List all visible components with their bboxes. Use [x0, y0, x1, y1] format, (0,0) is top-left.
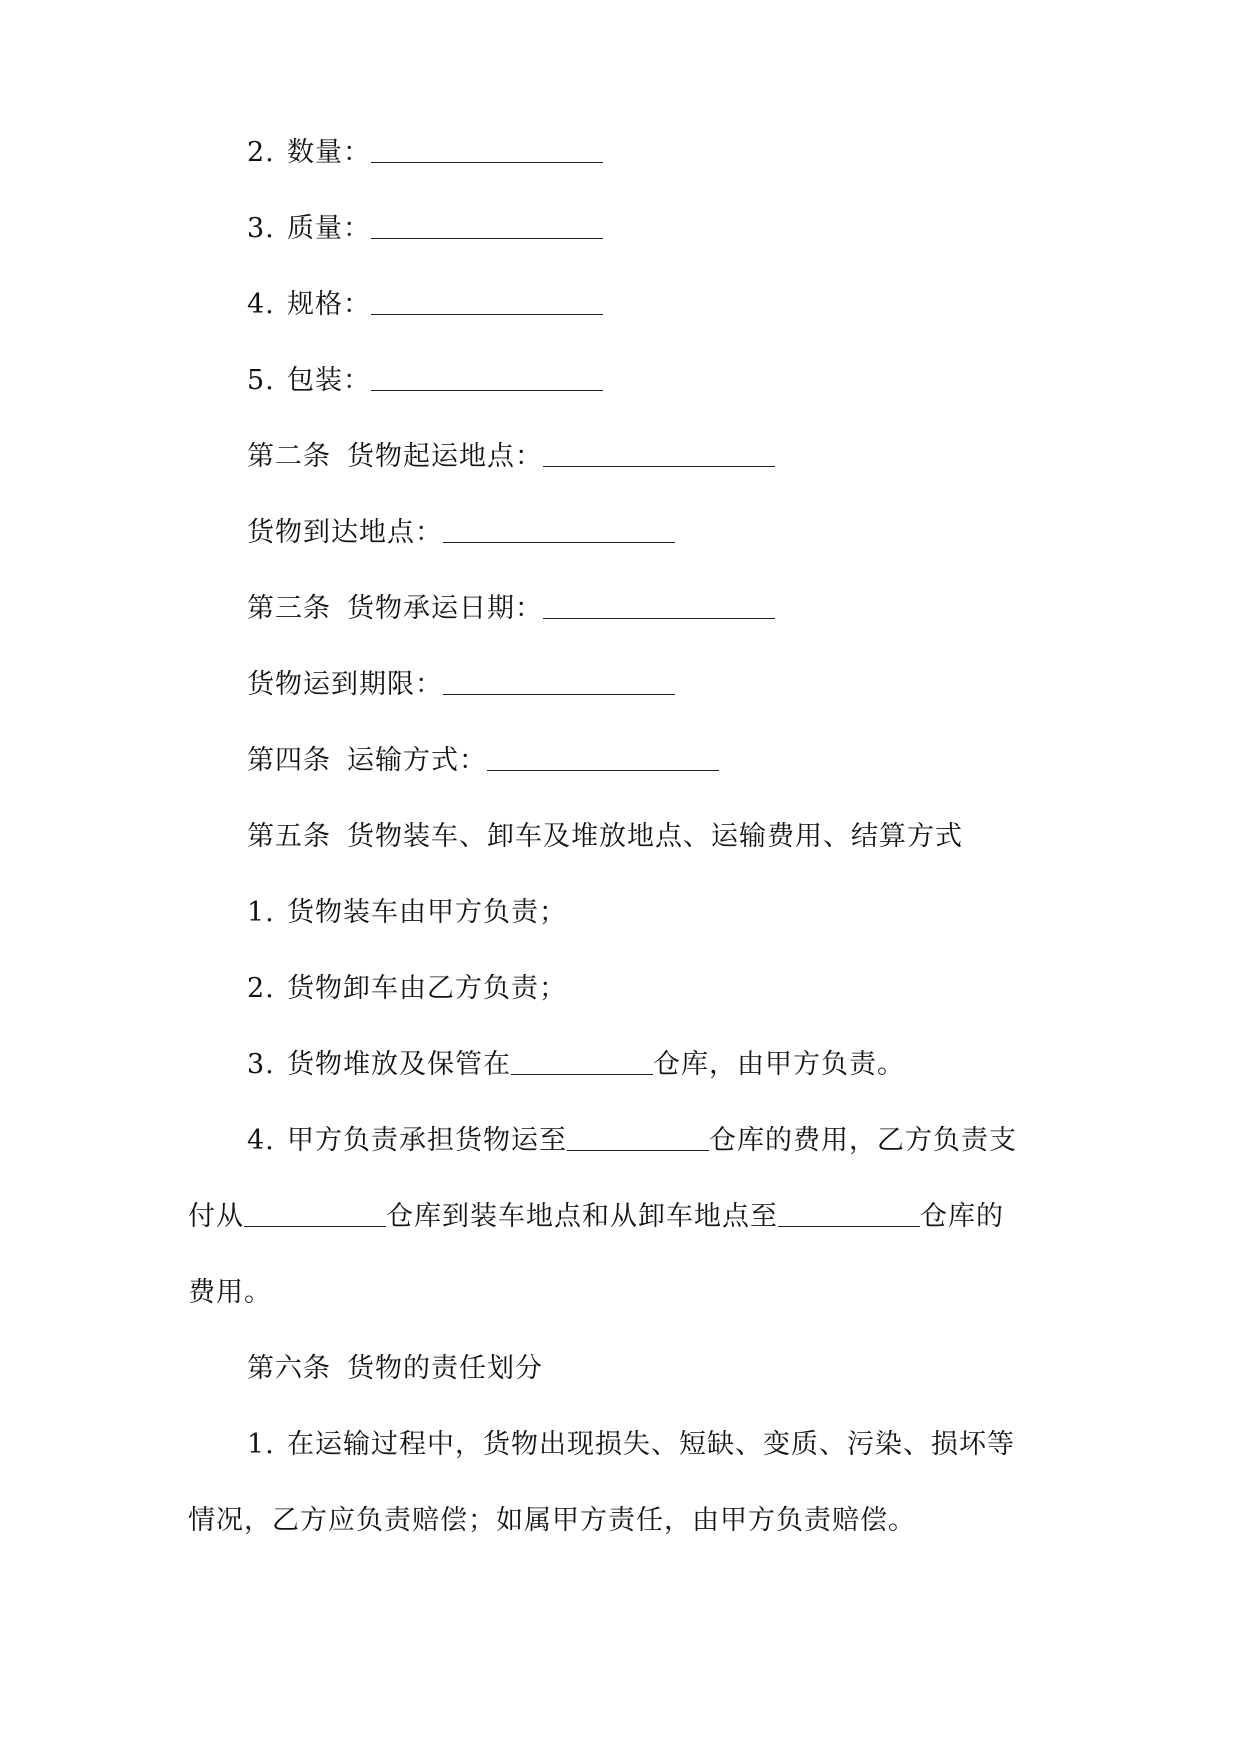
fill-blank	[567, 1126, 709, 1151]
item-text: 货物装车由甲方负责；	[287, 897, 567, 928]
fill-blank	[443, 670, 675, 695]
item-quality	[247, 212, 603, 246]
fill-blank	[371, 366, 603, 391]
item-number: 3.	[247, 1049, 275, 1080]
article-label: 货物运到期限：	[247, 669, 443, 700]
item-number: 4.	[247, 1125, 275, 1156]
article-3-deadline	[247, 668, 675, 702]
item-label: 规格：	[287, 289, 371, 320]
article-title: 货物装车、卸车及堆放地点、运输费用、结算方式	[347, 821, 963, 852]
article-heading: 第三条	[247, 593, 331, 624]
item-text: 情况，乙方应负责赔偿；如属甲方责任，由甲方负责赔偿。	[188, 1505, 916, 1536]
article-title: 货物的责任划分	[347, 1353, 543, 1384]
article-5-item-1	[247, 896, 567, 930]
article-5-item-3	[247, 1048, 905, 1082]
fill-blank	[371, 214, 603, 239]
item-text: 费用。	[188, 1277, 272, 1308]
article-heading: 第四条	[247, 745, 331, 776]
fill-blank	[543, 442, 775, 467]
fill-blank	[443, 518, 675, 543]
item-text: 在运输过程中，货物出现损失、短缺、变质、污染、损坏等	[287, 1429, 1015, 1460]
item-text: 仓库到装车地点和从卸车地点至	[386, 1201, 778, 1232]
item-specification	[247, 288, 603, 322]
article-heading: 第二条	[247, 441, 331, 472]
item-text: 仓库的费用，乙方负责支	[709, 1125, 1017, 1156]
article-5-item-4-line-3	[188, 1276, 272, 1310]
article-label: 货物承运日期：	[347, 593, 543, 624]
item-number: 4.	[247, 289, 275, 320]
item-text: 仓库，由甲方负责。	[653, 1049, 905, 1080]
article-5-item-4-line-1	[247, 1124, 1017, 1158]
article-6-item-1-line-1	[247, 1428, 1015, 1462]
article-3-date	[247, 592, 775, 626]
item-quantity	[247, 136, 603, 170]
article-4-method	[247, 744, 719, 778]
article-heading: 第五条	[247, 821, 331, 852]
item-number: 2.	[247, 973, 275, 1004]
fill-blank	[371, 290, 603, 315]
item-label: 数量：	[287, 137, 371, 168]
item-text: 付从	[188, 1201, 244, 1232]
fill-blank	[511, 1050, 653, 1075]
item-number: 1.	[247, 897, 275, 928]
item-text: 货物卸车由乙方负责；	[287, 973, 567, 1004]
article-6-title	[247, 1352, 543, 1386]
article-label: 货物到达地点：	[247, 517, 443, 548]
article-5-item-2	[247, 972, 567, 1006]
article-heading: 第六条	[247, 1353, 331, 1384]
fill-blank	[244, 1202, 386, 1227]
article-2-departure	[247, 440, 775, 474]
article-2-arrival	[247, 516, 675, 550]
item-text: 甲方负责承担货物运至	[287, 1125, 567, 1156]
item-number: 2.	[247, 137, 275, 168]
fill-blank	[778, 1202, 920, 1227]
item-label: 包装：	[287, 365, 371, 396]
fill-blank	[371, 138, 603, 163]
article-6-item-1-line-2	[188, 1504, 916, 1538]
article-label: 货物起运地点：	[347, 441, 543, 472]
fill-blank	[543, 594, 775, 619]
item-number: 1.	[247, 1429, 275, 1460]
item-packaging	[247, 364, 603, 398]
item-text: 仓库的	[920, 1201, 1004, 1232]
item-label: 质量：	[287, 213, 371, 244]
article-5-title	[247, 820, 963, 854]
item-number: 3.	[247, 213, 275, 244]
item-text: 货物堆放及保管在	[287, 1049, 511, 1080]
article-5-item-4-line-2	[188, 1200, 1004, 1234]
article-label: 运输方式：	[347, 745, 487, 776]
item-number: 5.	[247, 365, 275, 396]
fill-blank	[487, 746, 719, 771]
